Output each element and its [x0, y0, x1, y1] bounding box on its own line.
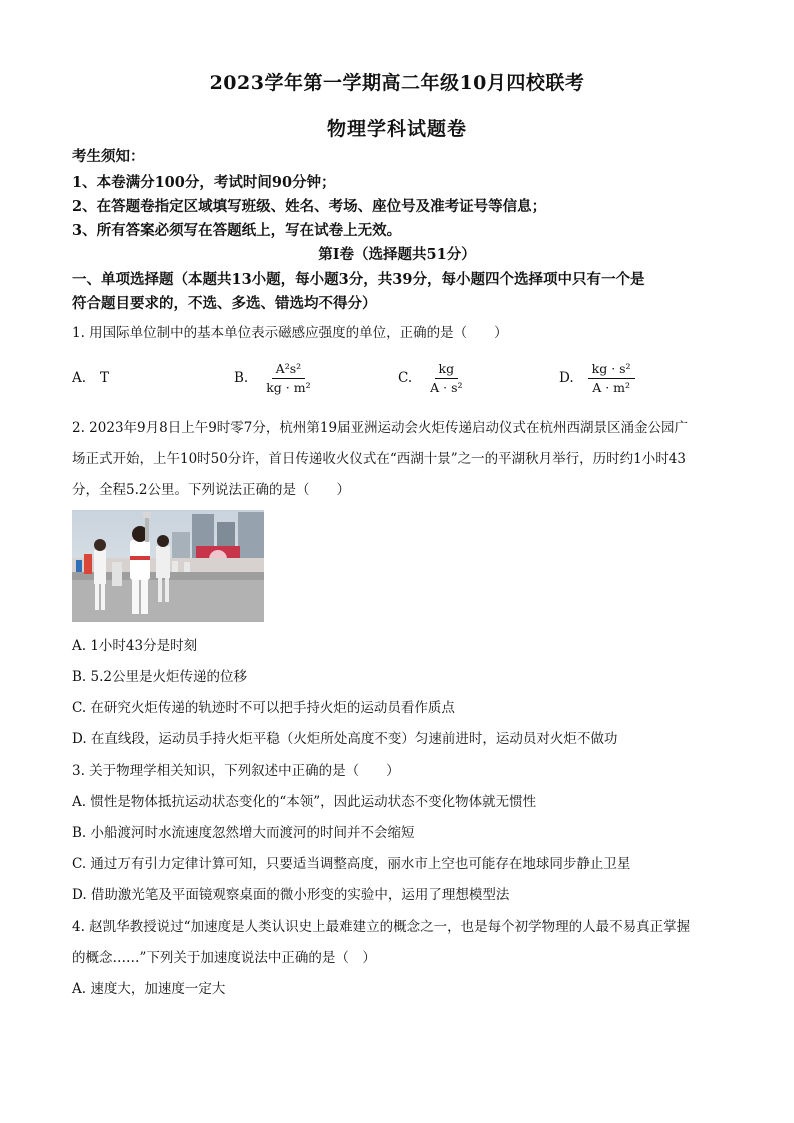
fraction	[588, 361, 635, 396]
question-1-stem: 1. 用国际单位制中的基本单位表示磁感应强度的单位，正确的是（ ）	[72, 325, 508, 341]
question-4-stem-cont: 的概念……”下列关于加速度说法中正确的是（ ）	[72, 950, 376, 966]
option-label: B.	[234, 370, 249, 386]
fraction-denominator: A · s²	[430, 379, 463, 395]
part-title: 第Ⅰ卷（选择题共51分）	[318, 246, 476, 263]
option-c	[398, 356, 467, 400]
section-heading-cont: 符合题目要求的，不选、多选、错选均不得分）	[72, 295, 377, 312]
question-4-stem: 4. 赵凯华教授说过“加速度是人类认识史上最难建立的概念之一，也是每个初学物理的人最不易真正掌握	[72, 919, 691, 935]
fraction-denominator: A · m²	[592, 379, 631, 395]
option-b	[234, 356, 315, 400]
torch-relay-photo-illustration	[72, 510, 264, 622]
question-2-stem-cont: 分，全程5.2公里。下列说法正确的是（ ）	[72, 482, 350, 498]
notice-item: 1、本卷满分100分，考试时间90分钟；	[72, 174, 336, 191]
question-3-option-c: C. 通过万有引力定律计算可知，只要适当调整高度，丽水市上空也可能存在地球同步静止卫星	[72, 856, 631, 872]
notice-heading: 考生须知：	[72, 148, 145, 165]
exam-title: 2023学年第一学期高二年级10月四校联考	[209, 72, 585, 94]
fraction	[262, 361, 314, 396]
question-2-option-d: D. 在直线段，运动员手持火炬平稳（火炬所处高度不变）匀速前进时，运动员对火炬不做功	[72, 731, 618, 747]
fraction	[426, 361, 466, 396]
question-2-option-b: B. 5.2公里是火炬传递的位移	[72, 669, 247, 685]
question-1-options	[72, 356, 732, 400]
question-3-option-b: B. 小船渡河时水流速度忽然增大而渡河的时间并不会缩短	[72, 825, 415, 841]
fraction-numerator: kg	[435, 361, 459, 379]
torch-relay-photo	[72, 510, 264, 622]
option-a	[72, 356, 109, 400]
question-4-option-a: A. 速度大，加速度一定大	[72, 981, 226, 997]
option-label: C.	[398, 370, 413, 386]
exam-subtitle: 物理学科试题卷	[326, 118, 467, 140]
question-2-stem: 2. 2023年9月8日上午9时零7分，杭州第19届亚洲运动会火炬传递启动仪式在杭州西湖景区涌金公园广	[72, 420, 689, 436]
question-3-option-d: D. 借助激光笔及平面镜观察桌面的微小形变的实验中，运用了理想模型法	[72, 887, 510, 903]
option-label: A.	[72, 370, 87, 386]
fraction-numerator: kg · s²	[588, 361, 635, 379]
question-2-option-a: A. 1小时43分是时刻	[72, 638, 198, 654]
option-text: T	[100, 370, 110, 386]
question-2-stem-cont: 场正式开始，上午10时50分许，首日传递收火仪式在“西湖十景”之一的平湖秋月举行，历时约1小时43	[72, 451, 686, 467]
section-heading: 一、单项选择题（本题共13小题，每小题3分，共39分，每小题四个选择项中只有一个是	[72, 271, 645, 288]
notice-item: 3、所有答案必须写在答题纸上，写在试卷上无效。	[72, 222, 402, 239]
question-3-stem: 3. 关于物理学相关知识，下列叙述中正确的是（ ）	[72, 763, 400, 779]
option-d	[559, 356, 635, 400]
option-label: D.	[559, 370, 574, 386]
fraction-denominator: kg · m²	[266, 379, 311, 395]
question-2-option-c: C. 在研究火炬传递的轨迹时不可以把手持火炬的运动员看作质点	[72, 700, 455, 716]
notice-item: 2、在答题卷指定区域填写班级、姓名、考场、座位号及准考证号等信息；	[72, 198, 547, 215]
question-3-option-a: A. 惯性是物体抵抗运动状态变化的“本领”，因此运动状态不变化物体就无惯性	[72, 794, 537, 810]
fraction-numerator: A²s²	[272, 361, 305, 379]
